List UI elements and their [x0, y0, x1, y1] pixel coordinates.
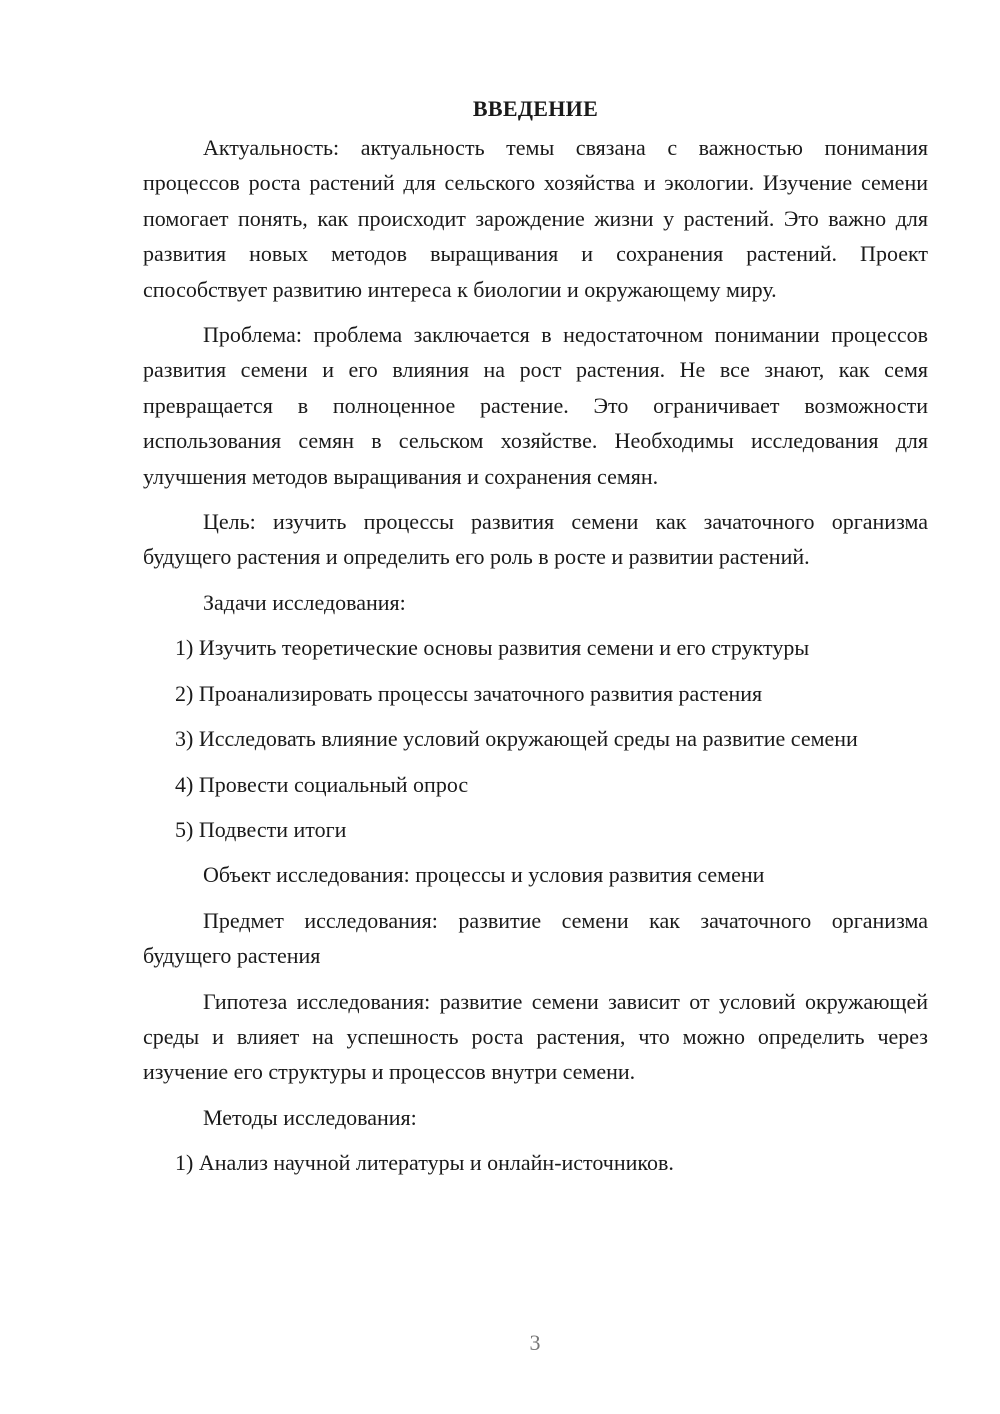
hypothesis-paragraph: Гипотеза исследования: развитие семени зависит от условий окружающей среды и влияет на успешность роста растения, что можно определить через изучение его структуры и процессов внутри семени.	[143, 988, 928, 1085]
task-item: 1) Изучить теоретические основы развития семени и его структуры	[175, 635, 810, 661]
task-item: 4) Провести социальный опрос	[175, 771, 469, 797]
task-item: 5) Подвести итоги	[175, 816, 347, 842]
problem-paragraph: Проблема: проблема заключается в недостаточном понимании процессов развития семени и его влияния на рост растения. Не все знают, как семя превращается в полноценное растение. Это ограничивает возможности использования семян в сельском хозяйстве. Необходимы исследования для улучшения методов выращивания и сохранения семян.	[143, 322, 928, 489]
document-page	[143, 92, 928, 1191]
subject-paragraph: Предмет исследования: развитие семени как зачаточного организма будущего растения	[143, 907, 928, 969]
task-item: 3) Исследовать влияние условий окружающей среды на развитие семени	[175, 726, 858, 752]
method-item: 1) Анализ научной литературы и онлайн-источников.	[175, 1150, 674, 1176]
task-item: 2) Проанализировать процессы зачаточного развития растения	[175, 680, 763, 706]
object-paragraph: Объект исследования: процессы и условия развития семени	[203, 862, 765, 888]
relevance-paragraph: Актуальность: актуальность темы связана с важностью понимания процессов роста растений для сельского хозяйства и экологии. Изучение семени помогает понять, как происходит зарождение жизни у растений. Это важно для развития новых методов выращивания и сохранения растений. Проект способствует развитию интереса к биологии и окружающему миру.	[143, 135, 928, 302]
methods-heading: Методы исследования:	[203, 1104, 417, 1130]
tasks-heading: Задачи исследования:	[203, 589, 406, 615]
goal-paragraph: Цель: изучить процессы развития семени как зачаточного организма будущего растения и определить его роль в росте и развитии растений.	[143, 509, 928, 570]
page-number: 3	[529, 1330, 541, 1355]
section-title: ВВЕДЕНИЕ	[472, 96, 599, 121]
